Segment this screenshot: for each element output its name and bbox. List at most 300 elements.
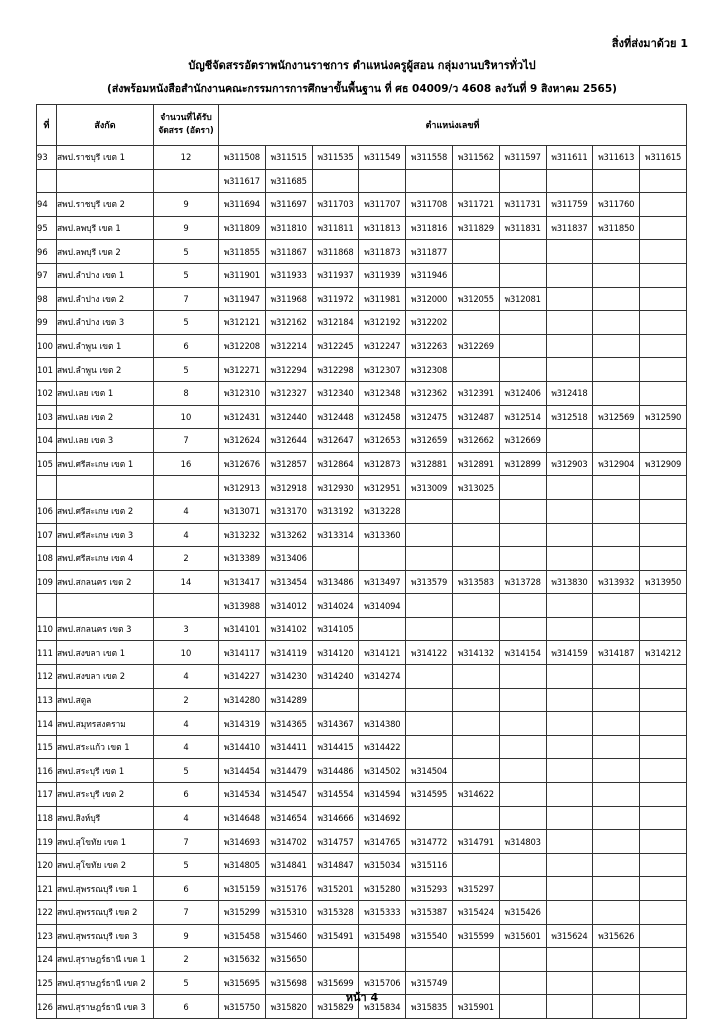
row-count bbox=[154, 594, 219, 618]
position-cell bbox=[452, 665, 499, 689]
position-cell: พ314803 bbox=[499, 830, 546, 854]
position-cell: พ315601 bbox=[499, 924, 546, 948]
table-row bbox=[37, 476, 687, 500]
position-cell: พ312448 bbox=[312, 405, 359, 429]
position-cell bbox=[546, 523, 593, 547]
position-cell: พ313025 bbox=[452, 476, 499, 500]
position-cell: พ314187 bbox=[593, 641, 640, 665]
position-cell: พ314502 bbox=[359, 759, 406, 783]
row-unit bbox=[57, 594, 154, 618]
position-cell: พ312857 bbox=[265, 452, 312, 476]
position-cell: พ313009 bbox=[406, 476, 453, 500]
position-cell bbox=[593, 948, 640, 972]
position-cell bbox=[406, 688, 453, 712]
row-unit: สพป.สระบุรี เขต 2 bbox=[57, 783, 154, 807]
position-cell: พ311515 bbox=[265, 146, 312, 170]
table-row bbox=[37, 523, 687, 547]
position-cell bbox=[499, 806, 546, 830]
position-cell bbox=[640, 287, 687, 311]
position-cell: พ312903 bbox=[546, 452, 593, 476]
position-cell: พ314692 bbox=[359, 806, 406, 830]
position-cell: พ313232 bbox=[219, 523, 266, 547]
row-unit: สพป.สุพรรณบุรี เขต 3 bbox=[57, 924, 154, 948]
position-cell bbox=[312, 688, 359, 712]
position-cell: พ314367 bbox=[312, 712, 359, 736]
position-cell bbox=[499, 311, 546, 335]
row-unit: สพป.ลำปาง เขต 1 bbox=[57, 263, 154, 287]
position-cell: พ313192 bbox=[312, 499, 359, 523]
position-cell bbox=[499, 523, 546, 547]
position-cell bbox=[640, 216, 687, 240]
table-row bbox=[37, 594, 687, 618]
position-cell: พ314534 bbox=[219, 783, 266, 807]
position-cell: พ315310 bbox=[265, 901, 312, 925]
position-cell: พ311968 bbox=[265, 287, 312, 311]
header-positions: ตำแหน่งเลขที่ bbox=[219, 105, 687, 146]
position-cell bbox=[640, 240, 687, 264]
position-cell bbox=[546, 665, 593, 689]
table-row bbox=[37, 169, 687, 193]
position-cell bbox=[640, 594, 687, 618]
position-cell bbox=[452, 806, 499, 830]
position-cell bbox=[546, 877, 593, 901]
row-count: 3 bbox=[154, 617, 219, 641]
position-cell: พ311981 bbox=[359, 287, 406, 311]
position-cell bbox=[640, 193, 687, 217]
position-cell: พ311837 bbox=[546, 216, 593, 240]
position-cell: พ312873 bbox=[359, 452, 406, 476]
position-cell: พ314120 bbox=[312, 641, 359, 665]
position-cell bbox=[593, 263, 640, 287]
row-number bbox=[37, 169, 57, 193]
position-cell: พ313497 bbox=[359, 570, 406, 594]
row-number: 120 bbox=[37, 853, 57, 877]
position-cell: พ315698 bbox=[265, 971, 312, 995]
row-unit: สพป.ลำปาง เขต 2 bbox=[57, 287, 154, 311]
position-cell bbox=[640, 877, 687, 901]
position-cell: พ315650 bbox=[265, 948, 312, 972]
position-cell: พ311933 bbox=[265, 263, 312, 287]
position-cell bbox=[452, 523, 499, 547]
row-number: 97 bbox=[37, 263, 57, 287]
position-cell bbox=[499, 499, 546, 523]
position-cell bbox=[546, 429, 593, 453]
position-cell bbox=[546, 263, 593, 287]
position-cell: พ314230 bbox=[265, 665, 312, 689]
position-cell bbox=[546, 169, 593, 193]
position-cell bbox=[452, 547, 499, 571]
position-cell: พ314666 bbox=[312, 806, 359, 830]
position-cell: พ314648 bbox=[219, 806, 266, 830]
position-cell bbox=[593, 688, 640, 712]
position-cell bbox=[452, 759, 499, 783]
position-cell bbox=[593, 476, 640, 500]
position-cell: พ312208 bbox=[219, 334, 266, 358]
position-cell: พ312514 bbox=[499, 405, 546, 429]
table-row bbox=[37, 806, 687, 830]
row-number: 115 bbox=[37, 735, 57, 759]
row-count: 9 bbox=[154, 193, 219, 217]
row-number: 107 bbox=[37, 523, 57, 547]
table-row bbox=[37, 216, 687, 240]
position-cell: พ312162 bbox=[265, 311, 312, 335]
position-cell bbox=[359, 617, 406, 641]
position-cell bbox=[546, 948, 593, 972]
position-cell: พ311615 bbox=[640, 146, 687, 170]
position-cell: พ313579 bbox=[406, 570, 453, 594]
position-cell: พ314693 bbox=[219, 830, 266, 854]
table-row bbox=[37, 381, 687, 405]
position-cell bbox=[406, 948, 453, 972]
position-cell: พ311939 bbox=[359, 263, 406, 287]
position-cell: พ312891 bbox=[452, 452, 499, 476]
row-count: 6 bbox=[154, 783, 219, 807]
position-cell: พ312214 bbox=[265, 334, 312, 358]
table-row bbox=[37, 334, 687, 358]
position-cell: พ315699 bbox=[312, 971, 359, 995]
position-cell: พ313389 bbox=[219, 547, 266, 571]
position-cell bbox=[593, 523, 640, 547]
position-cell: พ314280 bbox=[219, 688, 266, 712]
row-number: 98 bbox=[37, 287, 57, 311]
table-row bbox=[37, 901, 687, 925]
position-cell bbox=[640, 499, 687, 523]
position-cell: พ312951 bbox=[359, 476, 406, 500]
row-count: 7 bbox=[154, 287, 219, 311]
position-cell: พ314365 bbox=[265, 712, 312, 736]
row-number: 111 bbox=[37, 641, 57, 665]
position-cell bbox=[593, 287, 640, 311]
position-cell: พ314547 bbox=[265, 783, 312, 807]
position-cell bbox=[640, 688, 687, 712]
table-row bbox=[37, 712, 687, 736]
position-cell bbox=[406, 594, 453, 618]
row-number bbox=[37, 476, 57, 500]
position-cell bbox=[406, 499, 453, 523]
position-cell bbox=[593, 806, 640, 830]
position-cell bbox=[312, 169, 359, 193]
position-cell bbox=[640, 476, 687, 500]
position-cell: พ312192 bbox=[359, 311, 406, 335]
row-count: 12 bbox=[154, 146, 219, 170]
position-cell: พ311816 bbox=[406, 216, 453, 240]
position-cell: พ311813 bbox=[359, 216, 406, 240]
position-cell bbox=[406, 665, 453, 689]
position-cell bbox=[593, 311, 640, 335]
position-cell: พ314504 bbox=[406, 759, 453, 783]
position-cell bbox=[546, 806, 593, 830]
position-cell: พ312864 bbox=[312, 452, 359, 476]
position-cell: พ315540 bbox=[406, 924, 453, 948]
row-number: 101 bbox=[37, 358, 57, 382]
position-cell bbox=[640, 948, 687, 972]
position-cell bbox=[546, 476, 593, 500]
position-cell: พ311685 bbox=[265, 169, 312, 193]
position-cell bbox=[640, 830, 687, 854]
position-cell bbox=[546, 853, 593, 877]
position-cell bbox=[452, 617, 499, 641]
position-cell: พ315829 bbox=[312, 995, 359, 1019]
position-cell: พ314102 bbox=[265, 617, 312, 641]
row-number: 122 bbox=[37, 901, 57, 925]
position-cell: พ312431 bbox=[219, 405, 266, 429]
position-cell: พ314117 bbox=[219, 641, 266, 665]
row-number: 102 bbox=[37, 381, 57, 405]
position-cell bbox=[640, 901, 687, 925]
position-cell: พ313988 bbox=[219, 594, 266, 618]
position-cell bbox=[452, 853, 499, 877]
row-count: 10 bbox=[154, 405, 219, 429]
position-cell: พ315820 bbox=[265, 995, 312, 1019]
position-cell bbox=[546, 735, 593, 759]
position-cell bbox=[546, 240, 593, 264]
row-count: 6 bbox=[154, 995, 219, 1019]
position-cell: พ313228 bbox=[359, 499, 406, 523]
table-row bbox=[37, 617, 687, 641]
position-cell: พ312881 bbox=[406, 452, 453, 476]
position-cell: พ311759 bbox=[546, 193, 593, 217]
row-unit: สพป.สระบุรี เขต 1 bbox=[57, 759, 154, 783]
row-unit: สพป.สุโขทัย เขต 1 bbox=[57, 830, 154, 854]
position-cell: พ313170 bbox=[265, 499, 312, 523]
position-cell: พ312298 bbox=[312, 358, 359, 382]
row-count bbox=[154, 476, 219, 500]
row-unit: สพป.เลย เขต 3 bbox=[57, 429, 154, 453]
table-row bbox=[37, 641, 687, 665]
table-row bbox=[37, 853, 687, 877]
table-body bbox=[37, 146, 687, 1019]
position-cell: พ315159 bbox=[219, 877, 266, 901]
position-cell: พ315280 bbox=[359, 877, 406, 901]
position-cell: พ313950 bbox=[640, 570, 687, 594]
position-cell bbox=[593, 853, 640, 877]
position-cell bbox=[499, 617, 546, 641]
document-title: บัญชีจัดสรรอัตราพนักงานราชการ ตำแหน่งครูผู้สอน กลุ่มงานบริหารทั่วไป bbox=[188, 59, 536, 72]
position-cell: พ312647 bbox=[312, 429, 359, 453]
position-cell: พ311697 bbox=[265, 193, 312, 217]
position-cell: พ311708 bbox=[406, 193, 453, 217]
position-cell bbox=[593, 334, 640, 358]
position-cell: พ312909 bbox=[640, 452, 687, 476]
position-cell: พ312310 bbox=[219, 381, 266, 405]
position-cell: พ312327 bbox=[265, 381, 312, 405]
table-row bbox=[37, 948, 687, 972]
row-count: 10 bbox=[154, 641, 219, 665]
position-cell: พ312440 bbox=[265, 405, 312, 429]
position-cell bbox=[452, 499, 499, 523]
position-cell: พ311535 bbox=[312, 146, 359, 170]
position-cell bbox=[546, 499, 593, 523]
position-cell: พ315626 bbox=[593, 924, 640, 948]
table-row bbox=[37, 499, 687, 523]
position-cell: พ314132 bbox=[452, 641, 499, 665]
position-cell: พ311809 bbox=[219, 216, 266, 240]
row-unit: สพป.เลย เขต 2 bbox=[57, 405, 154, 429]
position-cell: พ311613 bbox=[593, 146, 640, 170]
position-cell bbox=[593, 617, 640, 641]
position-cell: พ312308 bbox=[406, 358, 453, 382]
position-cell: พ311850 bbox=[593, 216, 640, 240]
position-cell bbox=[640, 429, 687, 453]
position-cell bbox=[406, 169, 453, 193]
row-number: 94 bbox=[37, 193, 57, 217]
position-cell: พ312247 bbox=[359, 334, 406, 358]
table-row bbox=[37, 429, 687, 453]
position-cell: พ315426 bbox=[499, 901, 546, 925]
position-cell: พ315491 bbox=[312, 924, 359, 948]
row-unit: สพป.ลำพูน เขต 1 bbox=[57, 334, 154, 358]
position-cell: พ312202 bbox=[406, 311, 453, 335]
position-cell bbox=[406, 523, 453, 547]
position-cell bbox=[499, 712, 546, 736]
position-cell: พ311873 bbox=[359, 240, 406, 264]
row-number bbox=[37, 594, 57, 618]
position-cell: พ312348 bbox=[359, 381, 406, 405]
position-cell: พ312590 bbox=[640, 405, 687, 429]
position-cell: พ315498 bbox=[359, 924, 406, 948]
position-cell: พ311810 bbox=[265, 216, 312, 240]
position-cell: พ315297 bbox=[452, 877, 499, 901]
position-cell: พ315632 bbox=[219, 948, 266, 972]
row-unit bbox=[57, 169, 154, 193]
position-cell bbox=[499, 547, 546, 571]
position-cell: พ313486 bbox=[312, 570, 359, 594]
row-unit: สพป.สกลนคร เขต 3 bbox=[57, 617, 154, 641]
position-cell: พ313417 bbox=[219, 570, 266, 594]
row-count: 2 bbox=[154, 948, 219, 972]
position-cell: พ314159 bbox=[546, 641, 593, 665]
position-cell: พ314595 bbox=[406, 783, 453, 807]
row-unit: สพป.สงขลา เขต 1 bbox=[57, 641, 154, 665]
position-cell: พ312904 bbox=[593, 452, 640, 476]
table-row bbox=[37, 311, 687, 335]
position-cell bbox=[312, 948, 359, 972]
position-cell: พ312184 bbox=[312, 311, 359, 335]
position-cell: พ312624 bbox=[219, 429, 266, 453]
position-cell: พ314227 bbox=[219, 665, 266, 689]
position-cell: พ315176 bbox=[265, 877, 312, 901]
position-cell bbox=[640, 853, 687, 877]
row-unit: สพป.สุราษฎร์ธานี เขต 3 bbox=[57, 995, 154, 1019]
position-cell: พ315034 bbox=[359, 853, 406, 877]
row-unit: สพป.สมุทรสงคราม bbox=[57, 712, 154, 736]
position-cell: พ312362 bbox=[406, 381, 453, 405]
position-cell bbox=[640, 311, 687, 335]
position-cell: พ315901 bbox=[452, 995, 499, 1019]
position-cell bbox=[499, 240, 546, 264]
row-count: 4 bbox=[154, 735, 219, 759]
page-number: หน้า 4 bbox=[345, 991, 379, 1004]
row-number: 116 bbox=[37, 759, 57, 783]
position-cell bbox=[359, 169, 406, 193]
position-cell: พ311855 bbox=[219, 240, 266, 264]
row-count: 16 bbox=[154, 452, 219, 476]
position-cell bbox=[499, 877, 546, 901]
row-unit: สพป.สุพรรณบุรี เขต 1 bbox=[57, 877, 154, 901]
position-cell: พ315328 bbox=[312, 901, 359, 925]
position-cell: พ311731 bbox=[499, 193, 546, 217]
position-cell: พ312000 bbox=[406, 287, 453, 311]
position-cell: พ312081 bbox=[499, 287, 546, 311]
position-cell bbox=[640, 759, 687, 783]
position-cell: พ313830 bbox=[546, 570, 593, 594]
row-unit: สพป.ลพบุรี เขต 2 bbox=[57, 240, 154, 264]
position-cell: พ312391 bbox=[452, 381, 499, 405]
position-cell: พ314121 bbox=[359, 641, 406, 665]
position-cell: พ312918 bbox=[265, 476, 312, 500]
row-count: 5 bbox=[154, 240, 219, 264]
row-unit: สพป.สตูล bbox=[57, 688, 154, 712]
row-count: 5 bbox=[154, 358, 219, 382]
row-count: 4 bbox=[154, 806, 219, 830]
position-cell: พ312307 bbox=[359, 358, 406, 382]
row-count: 5 bbox=[154, 263, 219, 287]
header-unit: สังกัด bbox=[57, 105, 154, 146]
position-cell: พ312653 bbox=[359, 429, 406, 453]
position-cell: พ313262 bbox=[265, 523, 312, 547]
position-cell bbox=[640, 523, 687, 547]
position-cell bbox=[593, 169, 640, 193]
position-cell: พ311508 bbox=[219, 146, 266, 170]
row-number: 108 bbox=[37, 547, 57, 571]
allocation-table bbox=[36, 104, 687, 1019]
position-cell: พ311867 bbox=[265, 240, 312, 264]
position-cell bbox=[499, 476, 546, 500]
row-unit: สพป.ลำปาง เขต 3 bbox=[57, 311, 154, 335]
row-count: 9 bbox=[154, 216, 219, 240]
row-unit: สพป.ศรีสะเกษ เขต 3 bbox=[57, 523, 154, 547]
position-cell: พ312913 bbox=[219, 476, 266, 500]
row-unit: สพป.ศรีสะเกษ เขต 2 bbox=[57, 499, 154, 523]
position-cell: พ312245 bbox=[312, 334, 359, 358]
row-number: 99 bbox=[37, 311, 57, 335]
position-cell bbox=[593, 499, 640, 523]
row-number: 110 bbox=[37, 617, 57, 641]
position-cell bbox=[640, 334, 687, 358]
position-cell bbox=[452, 688, 499, 712]
position-cell: พ314654 bbox=[265, 806, 312, 830]
table-row bbox=[37, 240, 687, 264]
position-cell: พ314805 bbox=[219, 853, 266, 877]
position-cell bbox=[499, 665, 546, 689]
position-cell: พ313728 bbox=[499, 570, 546, 594]
position-cell: พ315749 bbox=[406, 971, 453, 995]
position-cell: พ314422 bbox=[359, 735, 406, 759]
position-cell: พ314094 bbox=[359, 594, 406, 618]
position-cell bbox=[452, 948, 499, 972]
position-cell: พ311831 bbox=[499, 216, 546, 240]
row-count bbox=[154, 169, 219, 193]
row-unit: สพป.สุราษฎร์ธานี เขต 2 bbox=[57, 971, 154, 995]
position-cell bbox=[499, 358, 546, 382]
row-count: 4 bbox=[154, 523, 219, 547]
position-cell: พ314847 bbox=[312, 853, 359, 877]
document-subtitle: (ส่งพร้อมหนังสือสำนักงานคณะกรรมการการศึกษาขั้นพื้นฐาน ที่ ศธ 04009/ว 4608 ลงวันที่ 9 สิงหาคม 2565) bbox=[107, 83, 617, 95]
position-cell bbox=[640, 263, 687, 287]
row-unit: สพป.สิงห์บุรี bbox=[57, 806, 154, 830]
table-row bbox=[37, 146, 687, 170]
position-cell: พ312418 bbox=[546, 381, 593, 405]
position-cell: พ312269 bbox=[452, 334, 499, 358]
position-cell bbox=[640, 665, 687, 689]
position-cell bbox=[640, 783, 687, 807]
position-cell: พ311946 bbox=[406, 263, 453, 287]
row-unit bbox=[57, 476, 154, 500]
row-count: 7 bbox=[154, 830, 219, 854]
position-cell bbox=[499, 263, 546, 287]
position-cell bbox=[312, 547, 359, 571]
position-cell bbox=[640, 924, 687, 948]
